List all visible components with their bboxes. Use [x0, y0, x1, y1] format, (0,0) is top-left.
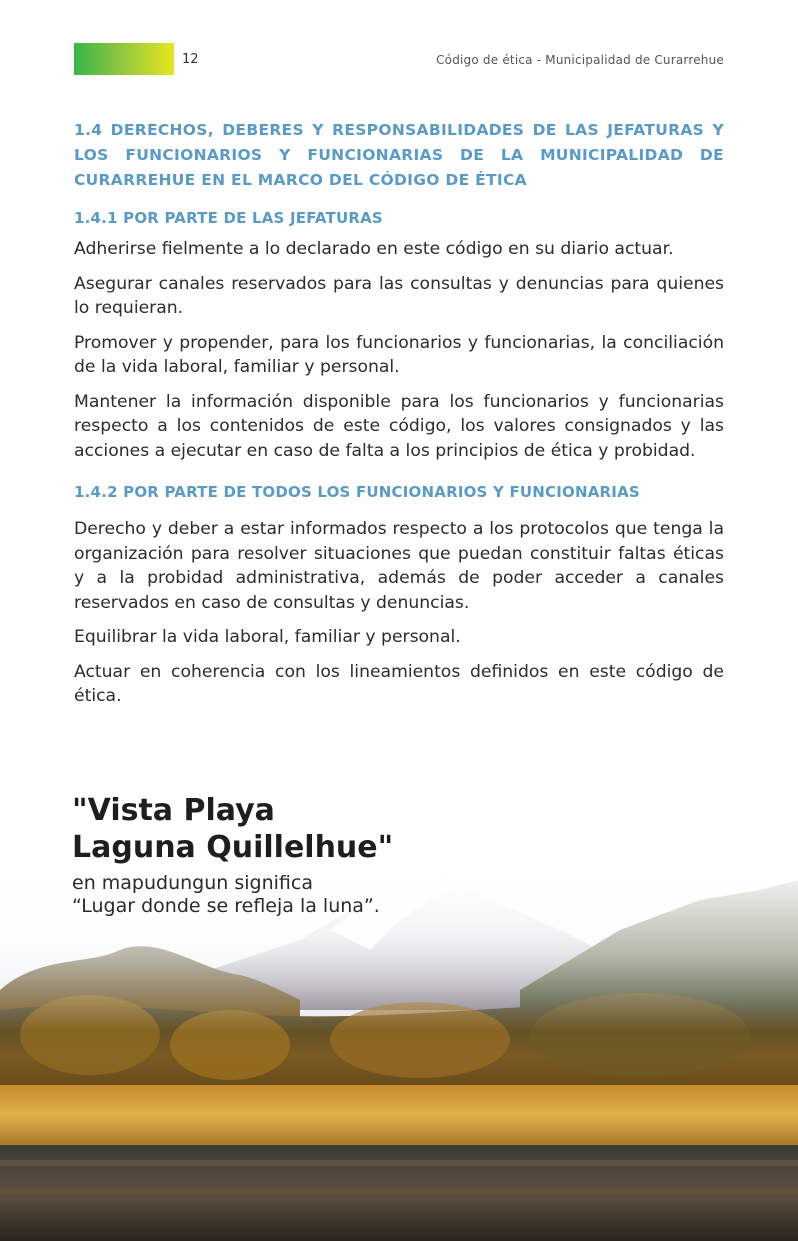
header-color-bar [74, 43, 174, 75]
paragraph: Equilibrar la vida laboral, familiar y personal. [74, 627, 461, 647]
page-number: 12 [182, 52, 199, 67]
section-heading: 1.4 DERECHOS, DEBERES Y RESPONSABILIDADES DE LAS JEFATURAS Y LOS FUNCIONARIOS Y FUNCIONARIAS DE LA MUNICIPALIDAD DE CURARREHUE EN EL MARCO DEL CÓDIGO DE ÉTICA [74, 121, 724, 189]
photo-caption [72, 792, 393, 918]
caption-title-line2: Laguna Quillelhue" [72, 830, 394, 865]
paragraph: Derecho y deber a estar informados respecto a los protocolos que tenga la organización para resolver situaciones que puedan constituir faltas éticas y a la probidad administrativa, además de poder acceder a canales reservados en caso de consultas y denuncias. [74, 519, 724, 613]
paragraph: Asegurar canales reservados para las consultas y denuncias para quienes lo requieran. [74, 273, 724, 318]
paragraph: Adherirse fielmente a lo declarado en este código en su diario actuar. [74, 239, 674, 259]
subsection-heading-funcionarios: 1.4.2 POR PARTE DE TODOS LOS FUNCIONARIOS Y FUNCIONARIAS [74, 483, 640, 501]
paragraph: Mantener la información disponible para los funcionarios y funcionarias respecto a los contenidos de este código, los valores consignados y las acciones a ejecutar en caso de falta a los principios de ética y probidad. [74, 391, 724, 461]
paragraph: Actuar en coherencia con los lineamientos definidos en este código de ética. [74, 661, 724, 706]
caption-subtitle-line1: en mapudungun significa [72, 872, 313, 894]
subsection-heading-jefaturas: 1.4.1 POR PARTE DE LAS JEFATURAS [74, 209, 383, 227]
main-content [74, 118, 724, 719]
caption-title-line1: "Vista Playa [72, 793, 275, 828]
caption-subtitle-line2: “Lugar donde se refleja la luna”. [72, 895, 380, 917]
running-title: Código de ética - Municipalidad de Curarrehue [436, 53, 724, 67]
paragraph: Promover y propender, para los funcionarios y funcionarias, la conciliación de la vida laboral, familiar y personal. [74, 332, 724, 377]
